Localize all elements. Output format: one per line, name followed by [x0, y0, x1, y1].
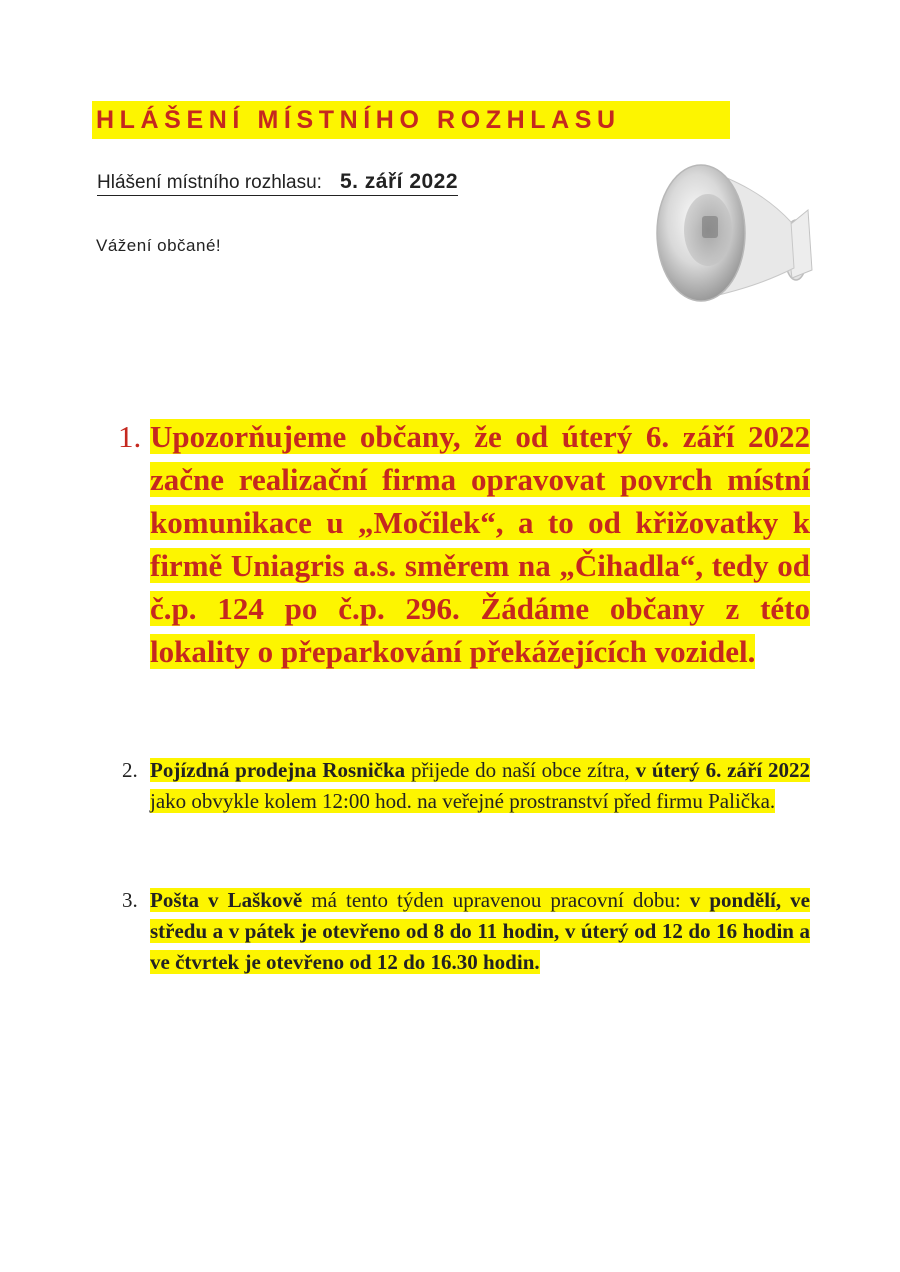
- item-3-text-a: má tento týden upravenou pracovní dobu:: [302, 888, 690, 912]
- announcement-date: 5. září 2022: [339, 170, 459, 193]
- page-title: HLÁŠENÍ MÍSTNÍHO ROZHLASU: [92, 101, 730, 139]
- megaphone-icon: [646, 150, 816, 310]
- subtitle-label: Hlášení místního rozhlasu:: [97, 172, 322, 193]
- item-2-text-a: přijede do naší obce zítra,: [405, 758, 636, 782]
- item-3-bold-hours: v pondělí, ve středu a v pátek je otevřeno od 8 do 11 hodin, v úterý od 12 do 16 hodin a ve čtvrtek je otevřeno od 12 do 16.30 hodin.: [150, 888, 810, 974]
- announcement-item-1: [150, 415, 810, 673]
- item-2-text-b: jako obvykle kolem 12:00 hod. na veřejné prostranství před firmu Palička.: [150, 789, 776, 813]
- item-2-bold-date: v úterý 6. září 2022: [635, 758, 810, 782]
- announcement-item-3: [150, 885, 810, 978]
- list-number: 2.: [122, 758, 138, 782]
- item-3-bold-lead: Pošta v Laškově: [150, 888, 303, 912]
- item-2-bold-lead: Pojízdná prodejna Rosnička: [150, 758, 406, 782]
- list-number: 3.: [122, 888, 138, 912]
- announcement-date-line: [97, 170, 458, 196]
- item-1-text: Upozorňujeme občany, že od úterý 6. září 2022 začne realizační firma opravovat povrch místní komunikace u „Močilek“, a to od křižovatky k firmě Uniagris a.s. směrem na „Čihadla“, tedy od č.p. 124 po č.p. 296. Žádáme občany z této lokality o přeparkování překážejících vozidel.: [150, 419, 810, 669]
- list-number: 1.: [118, 419, 142, 454]
- announcement-item-2: [150, 755, 810, 817]
- greeting: Vážení občané!: [96, 236, 222, 255]
